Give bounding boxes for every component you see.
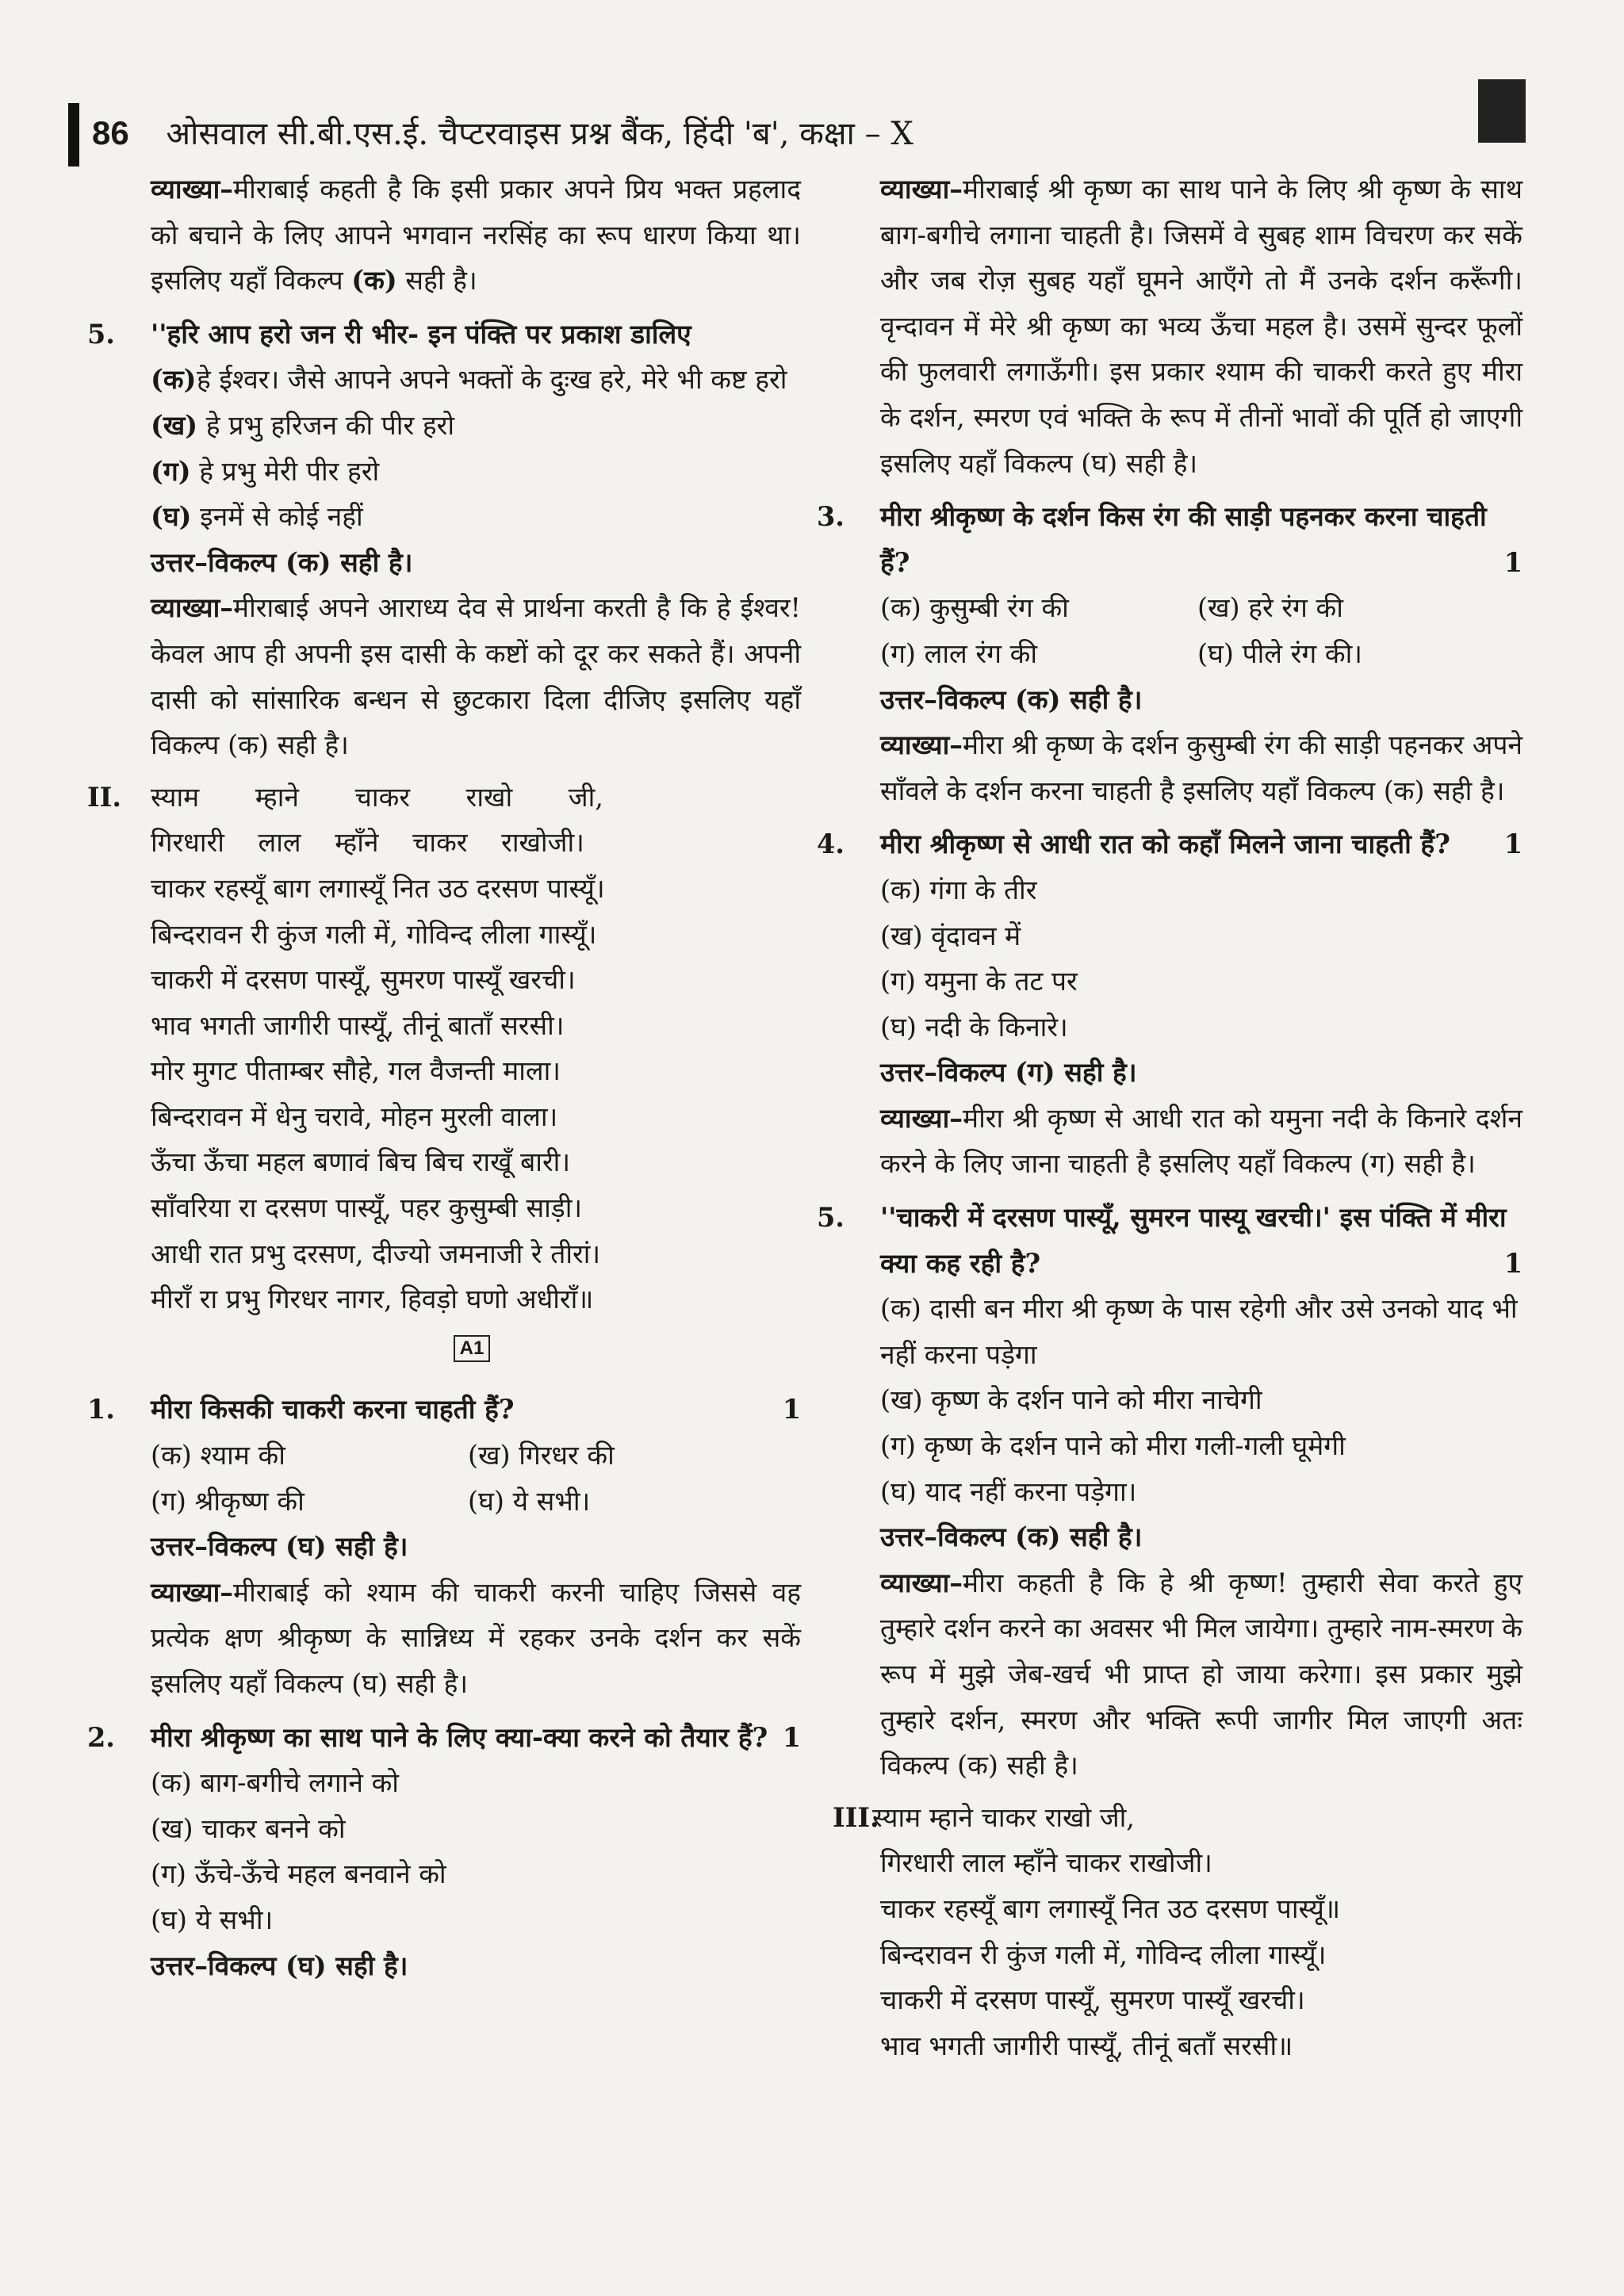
poem-line: स्याम म्हाने चाकर राखो जी, [151, 781, 603, 813]
question-5-right: 5. ''चाकरी में दरसण पास्यूँ, सुमरन पास्यू खरची।' इस पंक्ति में मीरा क्या कह रही है? 1 [817, 1202, 1522, 1279]
poem-line: ऊँचा ऊँचा महल बणावं बिच बिच राखूँ बारी। [151, 1146, 571, 1178]
option-a: (क) दासी बन मीरा श्री कृष्ण के पास रहेगी और उसे उनको याद भी नहीं करना पड़ेगा [880, 1293, 1518, 1370]
poem-line: आधी रात प्रभु दरसण, दीज्यो जमनाजी रे तीरां। [151, 1238, 601, 1269]
options-row: (ग) श्रीकृष्ण की (घ) ये सभी। [151, 1485, 591, 1517]
corner-tab [1478, 79, 1526, 143]
poem-line: भाव भगती जागीरी पास्यूँ, तीनूं बताँ सरसी॥ [880, 2030, 1293, 2061]
question-5: 5. ''हरि आप हरो जन री भीर- इन पंक्ति पर प्रकाश डालिए [87, 318, 691, 350]
answer: उत्तर–विकल्प (क) सही है। [880, 1521, 1143, 1553]
option-c: (ग) यमुना के तट पर [880, 966, 1078, 997]
poem-line: चाकर रहस्यूँ बाग लगास्यूँ नित उठ दरसण पास्यूँ॥ [880, 1892, 1341, 1924]
option-d: (घ) इनमें से कोई नहीं [151, 501, 363, 533]
book-title: ओसवाल सी.बी.एस.ई. चैप्टरवाइस प्रश्न बैंक, हिंदी 'ब', कक्षा – X [166, 116, 914, 152]
option-b: (ख) चाकर बनने को [151, 1812, 346, 1844]
page-header [92, 111, 1480, 156]
option-a: (क) हे ईश्वर। जैसे आपने अपने भक्तों के दुःख हरे, मेरे भी कष्ट हरो [151, 364, 787, 396]
option-b: (ख) हे प्रभु हरिजन की पीर हरो [151, 409, 455, 441]
poem-line: चाकरी में दरसण पास्यूँ, सुमरण पास्यूँ खरची। [880, 1984, 1305, 2016]
poem-line: स्याम म्हाने चाकर राखो जी, [872, 1801, 1135, 1833]
poem-lines [817, 1840, 1522, 2068]
answer: उत्तर–विकल्प (घ) सही है। [151, 1531, 408, 1563]
poem-line: चाकर रहस्यूँ बाग लगास्यूँ नित उठ दरसण पास्यूँ। [151, 872, 605, 904]
option-d: (घ) ये सभी। [151, 1904, 274, 1935]
poem-line: चाकरी में दरसण पास्यूँ, सुमरण पास्यूँ खरची। [151, 964, 576, 996]
option-d: (घ) नदी के किनारे। [880, 1011, 1068, 1043]
poem-line: मीराँ रा प्रभु गिरधर नागर, हिवड़ो घणो अधीराँ॥ [151, 1284, 594, 1315]
poem-section-2: II. स्याम म्हाने चाकर राखो जी, गिरधारी लाल म्हाँने चाकर राखोजी। चाकर रहस्यूँ बाग लगास्यूँ नित उठ दरसण पास्यूँ। बिन्दरावन री कुंज गली में, गोविन्द लीला गास्यूँ। चाकरी में दरसण पास्यूँ, सुमरण पास्यूँ खरची। भाव भगती जागीरी पास्यूँ, तीनूं बाताँ सरसी। मोर मुगट पीताम्बर सौहे, गल वैजन्ती माला। बिन्दरावन में धेनु चरावे, मोहन मुरली वाला। ऊँचा ऊँचा महल बणावं बिच बिच राखूँ बारी। साँवरिया रा दरसण पास्यूँ, पहर कुसुम्बी साड़ी। आधी रात प्रभु दरसण, दीज्यो जमनाजी रे तीरां। मीराँ रा प्रभु गिरधर नागर, हिवड़ो घणो अधीराँ॥ [87, 768, 801, 1322]
poem-line: बिन्दरावन में धेनु चरावे, मोहन मुरली वाला। [151, 1100, 558, 1132]
right-column [817, 166, 1522, 2068]
options-row: (क) कुसुम्बी रंग की (ख) हरे रंग की [880, 592, 1343, 624]
option-c: (ग) कृष्ण के दर्शन पाने को मीरा गली-गली घूमेगी [880, 1430, 1346, 1462]
explanation: व्याख्या–मीराबाई श्री कृष्ण का साथ पाने के लिए श्री कृष्ण के साथ बाग-बगीचे लगाना चाहती है। जिसमें वे सुबह शाम विचरण कर सकें और जब रोज़ सुबह यहाँ घूमने आएँगे तो मैं उनके दर्शन करूँगी। वृन्दावन में मेरे श्री कृष्ण का भव्य ऊँचा महल है। उसमें सुन्दर फूलों की फुलवारी लगाऊँगी। इस प्रकार श्याम की चाकरी करते हुए मीरा के दर्शन, स्मरण एवं भक्ति के रूप में तीनों भावों की पूर्ति हो जाएगी इसलिए यहाँ विकल्प (घ) सही है। [880, 174, 1522, 479]
option-b: (ख) कृष्ण के दर्शन पाने को मीरा नाचेगी [880, 1384, 1262, 1416]
explanation: व्याख्या–मीरा श्री कृष्ण के दर्शन कुसुम्बी रंग की साड़ी पहनकर अपने साँवले के दर्शन करना चाहती है इसलिए यहाँ विकल्प (क) सही है। [880, 729, 1522, 806]
poem-line: बिन्दरावन री कुंज गली में, गोविन्द लीला गास्यूँ। [151, 918, 597, 950]
options-row: (ग) लाल रंग की (घ) पीले रंग की। [880, 637, 1362, 669]
answer: उत्तर–विकल्प (घ) सही है। [151, 1950, 408, 1981]
explanation: व्याख्या–मीराबाई अपने आराध्य देव से प्रार्थना करती है कि हे ईश्वर! केवल आप ही अपनी इस दासी के कष्टों को दूर कर सकते हैं। अपनी दासी को सांसारिक बन्धन से छुटकारा दिला दीजिए इसलिए यहाँ विकल्प (क) सही है। [151, 592, 801, 761]
poem-line: भाव भगती जागीरी पास्यूँ, तीनूं बाताँ सरसी। [151, 1009, 565, 1041]
options-row: (क) श्याम की (ख) गिरधर की [151, 1440, 615, 1471]
option-a: (क) गंगा के तीर [880, 874, 1037, 905]
option-d: (घ) याद नहीं करना पड़ेगा। [880, 1475, 1137, 1507]
option-c: (ग) हे प्रभु मेरी पीर हरो [151, 455, 380, 487]
poem-line: गिरधारी लाल म्हाँने चाकर राखोजी। [151, 827, 584, 859]
poem-lines [151, 775, 605, 1322]
page-marker-bar [68, 103, 79, 166]
option-c: (ग) ऊँचे-ऊँचे महल बनवाने को [151, 1858, 446, 1890]
poem-section-3: III. स्याम म्हाने चाकर राखो जी, [817, 1789, 1522, 1841]
question-3: 3. मीरा श्रीकृष्ण के दर्शन किस रंग की साड़ी पहनकर करना चाहती हैं? 1 [817, 501, 1522, 578]
question-4: 4. मीरा श्रीकृष्ण से आधी रात को कहाँ मिलने जाना चाहती हैं? 1 [817, 828, 1522, 860]
question-1: 1. मीरा किसकी चाकरी करना चाहती हैं? 1 [87, 1394, 801, 1425]
option-b: (ख) वृंदावन में [880, 920, 1021, 951]
poem-line: मोर मुगट पीताम्बर सौहे, गल वैजन्ती माला। [151, 1055, 561, 1087]
a1-badge: A1 [87, 1322, 801, 1368]
option-a: (क) बाग-बगीचे लगाने को [151, 1767, 399, 1799]
answer: उत्तर–विकल्प (क) सही है। [880, 683, 1143, 715]
poem-line: गिरधारी लाल म्हाँने चाकर राखोजी। [880, 1847, 1212, 1879]
explanation: व्याख्या–मीरा श्री कृष्ण से आधी रात को यमुना नदी के किनारे दर्शन करने के लिए जाना चाहती है इसलिए यहाँ विकल्प (ग) सही है। [880, 1102, 1522, 1180]
intro-explanation: व्याख्या–मीराबाई कहती है कि इसी प्रकार अपने प्रिय भक्त प्रहलाद को बचाने के लिए आपने भगवान नरसिंह का रूप धारण किया था। इसलिए यहाँ विकल्प (क) सही है। [151, 174, 801, 297]
page-number: 86 [92, 114, 129, 151]
poem-line: साँवरिया रा दरसण पास्यूँ, पहर कुसुम्बी साड़ी। [151, 1192, 583, 1224]
poem-lines [872, 1795, 1135, 1841]
left-column [87, 166, 801, 1988]
answer: उत्तर–विकल्प (क) सही है। [151, 546, 413, 578]
explanation: व्याख्या–मीराबाई को श्याम की चाकरी करनी चाहिए जिससे वह प्रत्येक क्षण श्रीकृष्ण के सान्निध्य में रहकर उनके दर्शन कर सकें इसलिए यहाँ विकल्प (घ) सही है। [151, 1576, 801, 1699]
question-2: 2. मीरा श्रीकृष्ण का साथ पाने के लिए क्या-क्या करने को तैयार हैं? 1 [87, 1721, 801, 1753]
explanation: व्याख्या–मीरा कहती है कि हे श्री कृष्ण! तुम्हारी सेवा करते हुए तुम्हारे दर्शन करने का अवसर भी मिल जायेगा। तुम्हारे नाम-स्मरण के रूप में मुझे जेब-खर्च भी प्राप्त हो जाया करेगा। इस प्रकार मुझे तुम्हारे दर्शन, स्मरण और भक्ति रूपी जागीर मिल जाएगी अतः विकल्प (क) सही है। [880, 1567, 1522, 1781]
answer: उत्तर–विकल्प (ग) सही है। [880, 1057, 1137, 1089]
poem-line: बिन्दरावन री कुंज गली में, गोविन्द लीला गास्यूँ। [880, 1938, 1327, 1970]
